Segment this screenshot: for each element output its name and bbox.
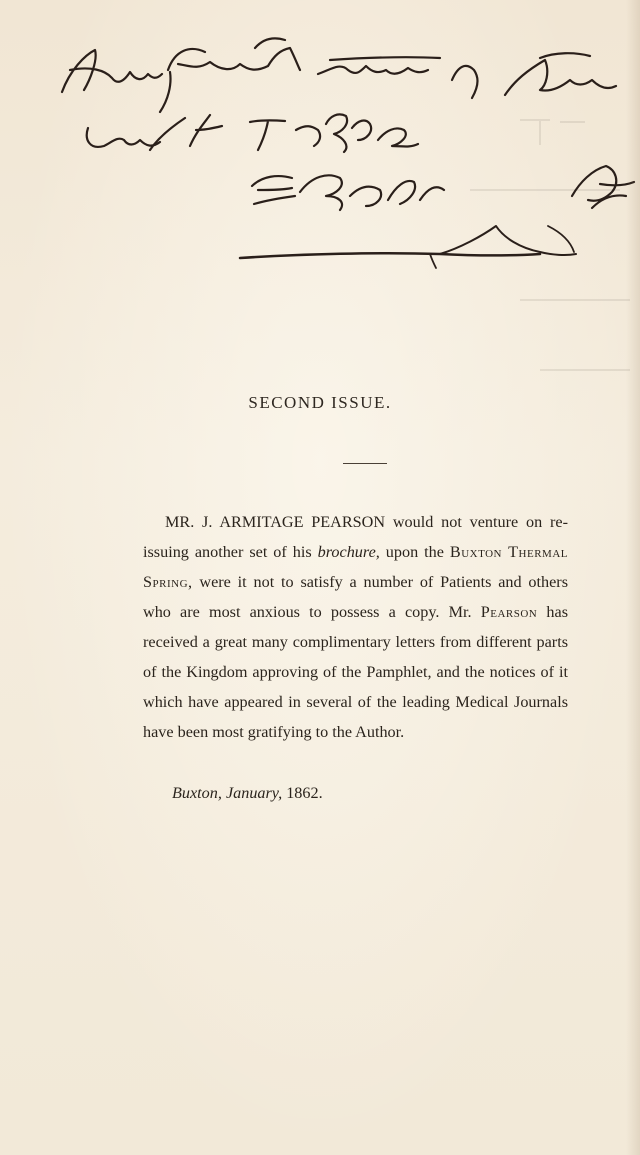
notice-paragraph (143, 507, 568, 747)
author-surname: Pearson (480, 603, 538, 621)
dateline-year: 1862. (286, 784, 323, 802)
brochure-term: brochure, (317, 543, 380, 561)
dateline-place: Buxton, (172, 784, 222, 802)
body-text-2: upon the (379, 543, 450, 561)
divider-rule (343, 463, 387, 464)
dateline-month: January, (225, 784, 283, 802)
author-name: MR. J. ARMITAGE PEARSON (165, 513, 386, 531)
body-text-1: would not venture on re-issuing another set of his (143, 513, 568, 561)
handwritten-inscription (0, 0, 640, 300)
body-text-4: has received a great many complimentary letters from different parts of the Kingdom approving of the Pamphlet, and the notices of it which have appeared in several of the leading Medical Journals have been most gratifying to the Author. (143, 603, 568, 741)
dateline (172, 784, 323, 803)
body-text-3: were it not to satisfy a number of Patients and others who are most anxious to possess a copy. Mr. (143, 573, 568, 621)
section-heading: SECOND ISSUE. (248, 393, 392, 412)
page-edge-shadow (626, 0, 640, 1155)
spring-name: Buxton Thermal Spring, (143, 543, 568, 591)
